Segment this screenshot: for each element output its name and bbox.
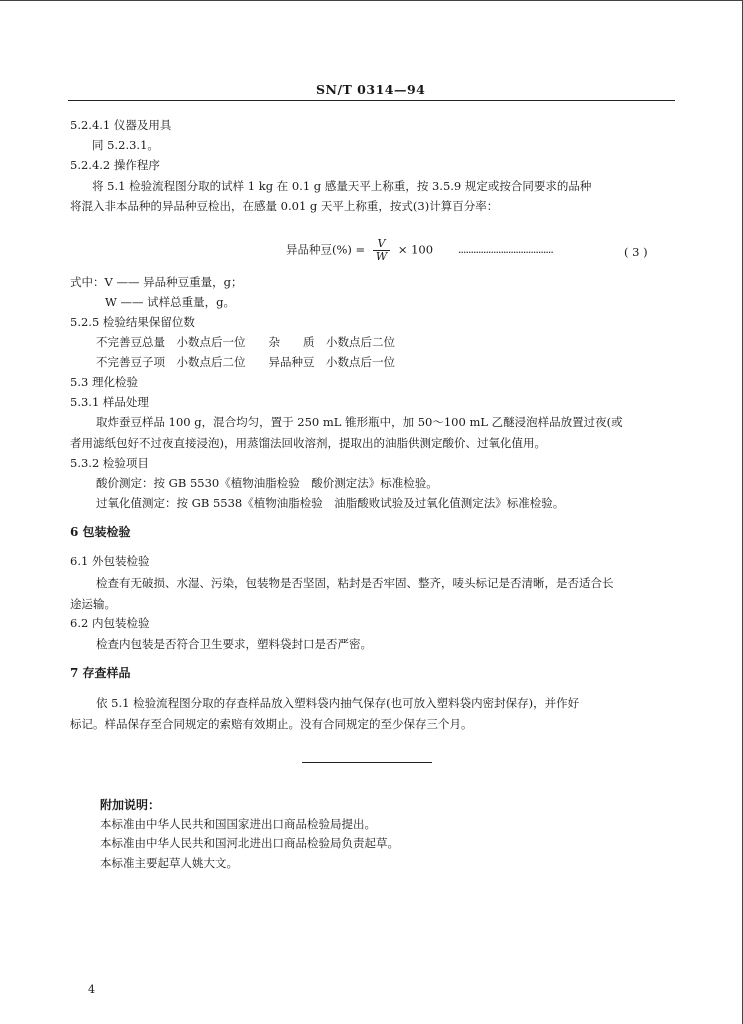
clause-5-2-4-2-line1: 将 5.1 检验流程图分取的试样 1 kg 在 0.1 g 感量天平上称重，按 3.5.9 规定或按合同要求的品种	[92, 179, 592, 193]
clause-5-2-4-1: 5.2.4.1 仪器及用具	[70, 118, 172, 132]
clause-5-3-1-line1: 取炸蚕豆样品 100 g，混合均匀，置于 250 mL 锥形瓶中，加 50～100 mL 乙醚浸泡样品放置过夜(或	[96, 415, 623, 429]
clause-6-1-line2: 途运输。	[70, 597, 116, 611]
precision-row-2: 不完善豆子项 小数点后二位 异品种豆 小数点后一位	[96, 355, 395, 369]
formula-right: × 100	[397, 242, 434, 257]
end-of-text-rule	[302, 762, 432, 763]
section-7-line1: 依 5.1 检验流程图分取的存查样品放入塑料袋内抽气保存(也可放入塑料袋内密封保存)，并作好	[96, 696, 580, 710]
clause-5-3-1: 5.3.1 样品处理	[70, 395, 149, 409]
clause-6-1: 6.1 外包装检验	[70, 554, 150, 568]
standard-code: SN/T 0314—94	[316, 82, 426, 97]
formula-denominator: W	[375, 250, 388, 263]
formula-fraction	[373, 238, 390, 263]
clause-5-3: 5.3 理化检验	[70, 375, 138, 389]
clause-5-3-2-acid: 酸价测定：按 GB 5530《植物油脂检验 酸价测定法》标准检验。	[96, 476, 438, 490]
appendix-line-2: 本标准由中华人民共和国河北进出口商品检验局负责起草。	[100, 836, 399, 850]
formula-numerator: V	[373, 238, 390, 251]
appendix-line-3: 本标准主要起草人姚大文。	[100, 856, 238, 870]
clause-5-2-4-2: 5.2.4.2 操作程序	[70, 158, 160, 172]
clause-5-2-5: 5.2.5 检验结果保留位数	[70, 315, 195, 329]
where-v: 式中：V —— 异品种豆重量，g；	[70, 275, 243, 289]
appendix-line-1: 本标准由中华人民共和国国家进出口商品检验局提出。	[100, 817, 376, 831]
appendix-title: 附加说明：	[100, 798, 161, 812]
clause-5-2-4-2-line2: 将混入非本品种的异品种豆检出，在感量 0.01 g 天平上称重，按式(3)计算百分率：	[70, 199, 499, 213]
formula-left: 异品种豆(%) =	[286, 242, 366, 257]
clause-5-3-2: 5.3.2 检验项目	[70, 456, 149, 470]
section-7-line2: 标记。样品保存至合同规定的索赔有效期止。没有合同规定的至少保存三个月。	[70, 717, 473, 731]
clause-6-2: 6.2 内包装检验	[70, 616, 150, 630]
formula-number: ( 3 )	[624, 245, 648, 259]
section-6-heading: 6 包装检验	[70, 525, 131, 539]
precision-row-1: 不完善豆总量 小数点后一位 杂 质 小数点后二位	[96, 335, 395, 349]
clause-5-2-4-1-body: 同 5.2.3.1。	[92, 138, 159, 152]
header-rule	[68, 100, 675, 101]
formula-3	[286, 238, 433, 263]
clause-5-3-2-peroxide: 过氧化值测定：按 GB 5538《植物油脂检验 油脂酸败试验及过氧化值测定法》标准检验。	[96, 496, 565, 510]
where-w: W —— 试样总重量，g。	[105, 295, 235, 309]
scan-edge-top	[0, 0, 743, 1]
section-7-heading: 7 存查样品	[70, 666, 131, 680]
clause-6-1-line1: 检查有无破损、水湿、污染，包装物是否坚固，粘封是否牢固、整齐，唛头标记是否清晰，是否适合长	[96, 576, 614, 590]
clause-5-3-1-line2: 者用滤纸包好不过夜直接浸泡)，用蒸馏法回收溶剂，提取出的油脂供测定酸价、过氧化值用。	[70, 436, 546, 450]
formula-leader-dots: ······································	[458, 246, 553, 259]
page-number: 4	[88, 983, 95, 996]
clause-6-2-body: 检查内包装是否符合卫生要求，塑料袋封口是否严密。	[96, 637, 372, 651]
